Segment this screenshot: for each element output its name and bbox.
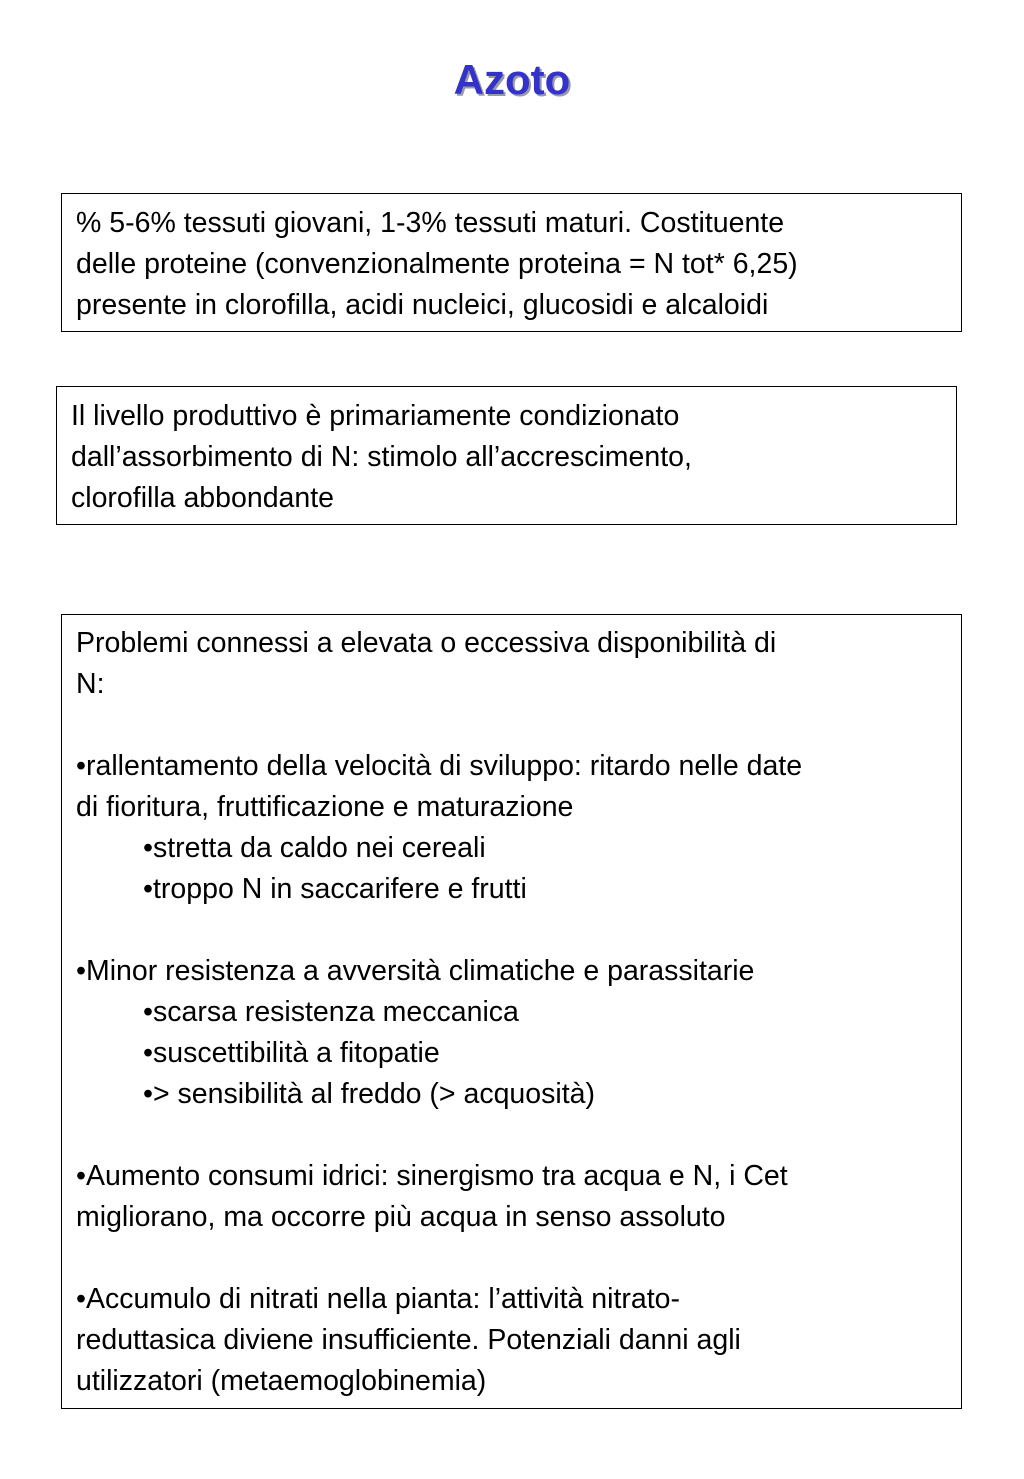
production-level-box xyxy=(56,386,957,525)
composition-box xyxy=(61,193,962,332)
spacer xyxy=(76,1115,947,1156)
spacer xyxy=(76,910,947,951)
spacer xyxy=(76,705,947,746)
page-title: Azoto xyxy=(453,56,571,103)
sub-bullet-line: •scarsa resistenza meccanica xyxy=(143,996,519,1028)
text-line: dall’assorbimento di N: stimolo all’accrescimento, xyxy=(71,441,692,473)
bullet-line: •rallentamento della velocità di sviluppo: ritardo nelle date xyxy=(76,750,803,782)
problems-box xyxy=(61,614,962,1409)
intro-line: N: xyxy=(76,668,105,700)
text-line: presente in clorofilla, acidi nucleici, glucosidi e alcaloidi xyxy=(76,289,769,321)
bullet-line: •Minor resistenza a avversità climatiche e parassitarie xyxy=(76,955,755,987)
bullet-line: utilizzatori (metaemoglobinemia) xyxy=(76,1365,487,1397)
bullet-line: reduttasica diviene insufficiente. Potenziali danni agli xyxy=(76,1324,741,1356)
sub-bullet-line: •stretta da caldo nei cereali xyxy=(143,832,486,864)
text-line: % 5-6% tessuti giovani, 1-3% tessuti maturi. Costituente xyxy=(76,207,785,239)
bullet-line: •Aumento consumi idrici: sinergismo tra acqua e N, i Cet xyxy=(76,1160,788,1192)
sub-bullet-line: •> sensibilità al freddo (> acquosità) xyxy=(143,1078,595,1110)
text-line: delle proteine (convenzionalmente proteina = N tot* 6,25) xyxy=(76,248,798,280)
bullet-line: di fioritura, fruttificazione e maturazione xyxy=(76,791,574,823)
sub-bullet-line: •suscettibilità a fitopatie xyxy=(143,1037,440,1069)
spacer xyxy=(76,1238,947,1279)
text-line: clorofilla abbondante xyxy=(71,482,335,514)
text-line: Il livello produttivo è primariamente condizionato xyxy=(71,400,680,432)
bullet-line: migliorano, ma occorre più acqua in senso assoluto xyxy=(76,1201,726,1233)
intro-line: Problemi connessi a elevata o eccessiva disponibilità di xyxy=(76,627,777,659)
bullet-line: •Accumulo di nitrati nella pianta: l’attività nitrato- xyxy=(76,1283,681,1315)
sub-bullet-line: •troppo N in saccarifere e frutti xyxy=(143,873,527,905)
